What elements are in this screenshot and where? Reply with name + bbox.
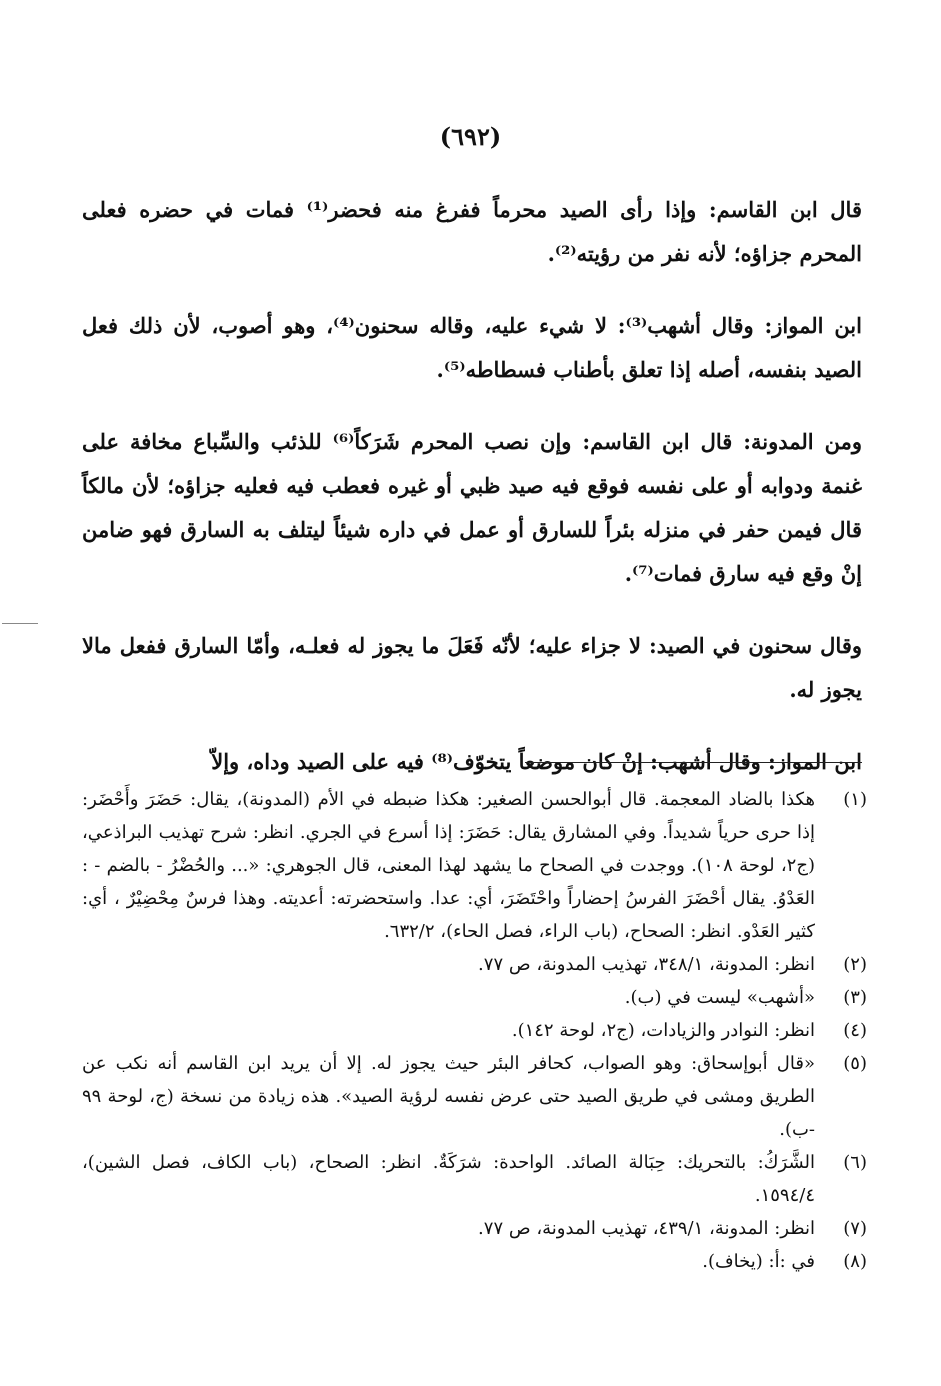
paragraph-3: ومن المدونة: قال ابن القاسم: وإن نصب المحرم شَرَكاً⁽⁶⁾ للذئب والسِّباع مخافة على غنمة ودوابه أو على نفسه فوقع فيه صيد ظبي أو غيره فعطب فيه فعليه جزاؤه؛ لأن مالكاً قال فيمن حفر في منزله بئراً للسارق أو عمل في داره شيئاً ليتلف به السارق فهو ضامن إنْ وقع فيه سارق فمات⁽⁷⁾. <box>82 429 862 586</box>
paragraph-5: ابن المواز: وقال أشهب: إنْ كان موضعاً يتخوّف⁽⁸⁾ فيه على الصيد وداه، وإلاّ <box>211 749 862 774</box>
paragraph-1: قال ابن القاسم: وإذا رأى الصيد محرماً ففرغ منه فحضر⁽¹⁾ فمات في حضره فعلى المحرم جزاؤه؛ لأنه نفر من رؤيته⁽²⁾. <box>82 197 862 266</box>
footnote-number: (٢) <box>843 954 867 975</box>
footnote-2 <box>82 948 867 981</box>
footnote-text: انظر: المدونة، ٤٣٩/١، تهذيب المدونة، ص ٧٧. <box>478 1218 815 1239</box>
footnote-number: (٣) <box>843 987 867 1008</box>
margin-mark <box>2 623 38 624</box>
footnote-number: (٨) <box>843 1251 867 1272</box>
footnote-4 <box>82 1014 867 1047</box>
footnote-text: «قال أبوإسحاق: وهو الصواب، كحافر البئر حيث يجوز له. إلا أن يريد ابن القاسم أنه نكب عن الطريق ومشى في طريق الصيد حتى عرض نفسه لرؤية الصيد». هذه زيادة من نسخة (ج، لوحة ٩٩ -ب). <box>82 1053 815 1140</box>
footnote-7 <box>82 1212 867 1245</box>
footnote-text: «أشهب» ليست في (ب). <box>624 987 815 1008</box>
main-text <box>82 188 862 784</box>
footnote-number: (١) <box>843 789 867 810</box>
footnote-number: (٦) <box>843 1152 867 1173</box>
footnote-3 <box>82 981 867 1014</box>
paragraph-4: وقال سحنون في الصيد: لا جزاء عليه؛ لأنّه فَعَلَ ما يجوز له فعلـه، وأمّا السارق ففعل مالا يجوز له. <box>82 633 862 702</box>
footnote-number: (٧) <box>843 1218 867 1239</box>
footnote-text: الشَّرَكُ: بالتحريك: حِبَالة الصائد. الواحدة: شرَكَةٌ. انظر: الصحاح، (باب الكاف، فصل الشين)، ١٥٩٤/٤. <box>82 1152 815 1206</box>
footnote-text: هكذا بالضاد المعجمة. قال أبوالحسن الصغير: هكذا ضبطه في الأم (المدونة)، يقال: حَضَرَ وأَحْضَر: إذا حرى حرياً شديداً. وفي المشارق يقال: حَضَرَ: إذا أسرع في الجري. انظر: شرح تهذيب البراذعي، (ج٢، لوحة ١٠٨). ووجدت في الصحاح ما يشهد لهذا المعنى، قال الجوهري: «... والحُضْرُ - بالضم - : العَدْوُ. يقال أحْضَرَ الفرسُ إحضاراً واحْتَضَرَ، أي: عدا. واستحضرته: أعديته. وهذا فرسٌ مِحْضِيْرٌ ، أي: كثير العَدْو. انظر: الصحاح، (باب الراء، فصل الحاء)، ٦٣٢/٢. <box>82 789 815 942</box>
footnote-number: (٥) <box>843 1053 867 1074</box>
footnote-number: (٤) <box>843 1020 867 1041</box>
footnote-1 <box>82 783 867 948</box>
paragraph-2: ابن المواز: وقال أشهب⁽³⁾: لا شيء عليه، وقاله سحنون⁽⁴⁾، وهو أصوب، لأن ذلك فعل الصيد بنفسه، أصله إذا تعلق بأطناب فسطاطه⁽⁵⁾. <box>82 313 862 382</box>
footnote-separator <box>525 762 862 763</box>
footnote-8 <box>82 1245 867 1278</box>
page-number: (٦٩٢) <box>439 122 502 151</box>
footnote-text: في :أ: (يخاف). <box>702 1251 815 1272</box>
footnotes <box>82 783 867 1278</box>
footnote-text: انظر: المدونة، ٣٤٨/١، تهذيب المدونة، ص ٧٧. <box>478 954 815 975</box>
footnote-6 <box>82 1146 867 1212</box>
footnote-text: انظر: النوادر والزيادات، (ج٢، لوحة ١٤٢). <box>511 1020 815 1041</box>
footnote-5 <box>82 1047 867 1146</box>
